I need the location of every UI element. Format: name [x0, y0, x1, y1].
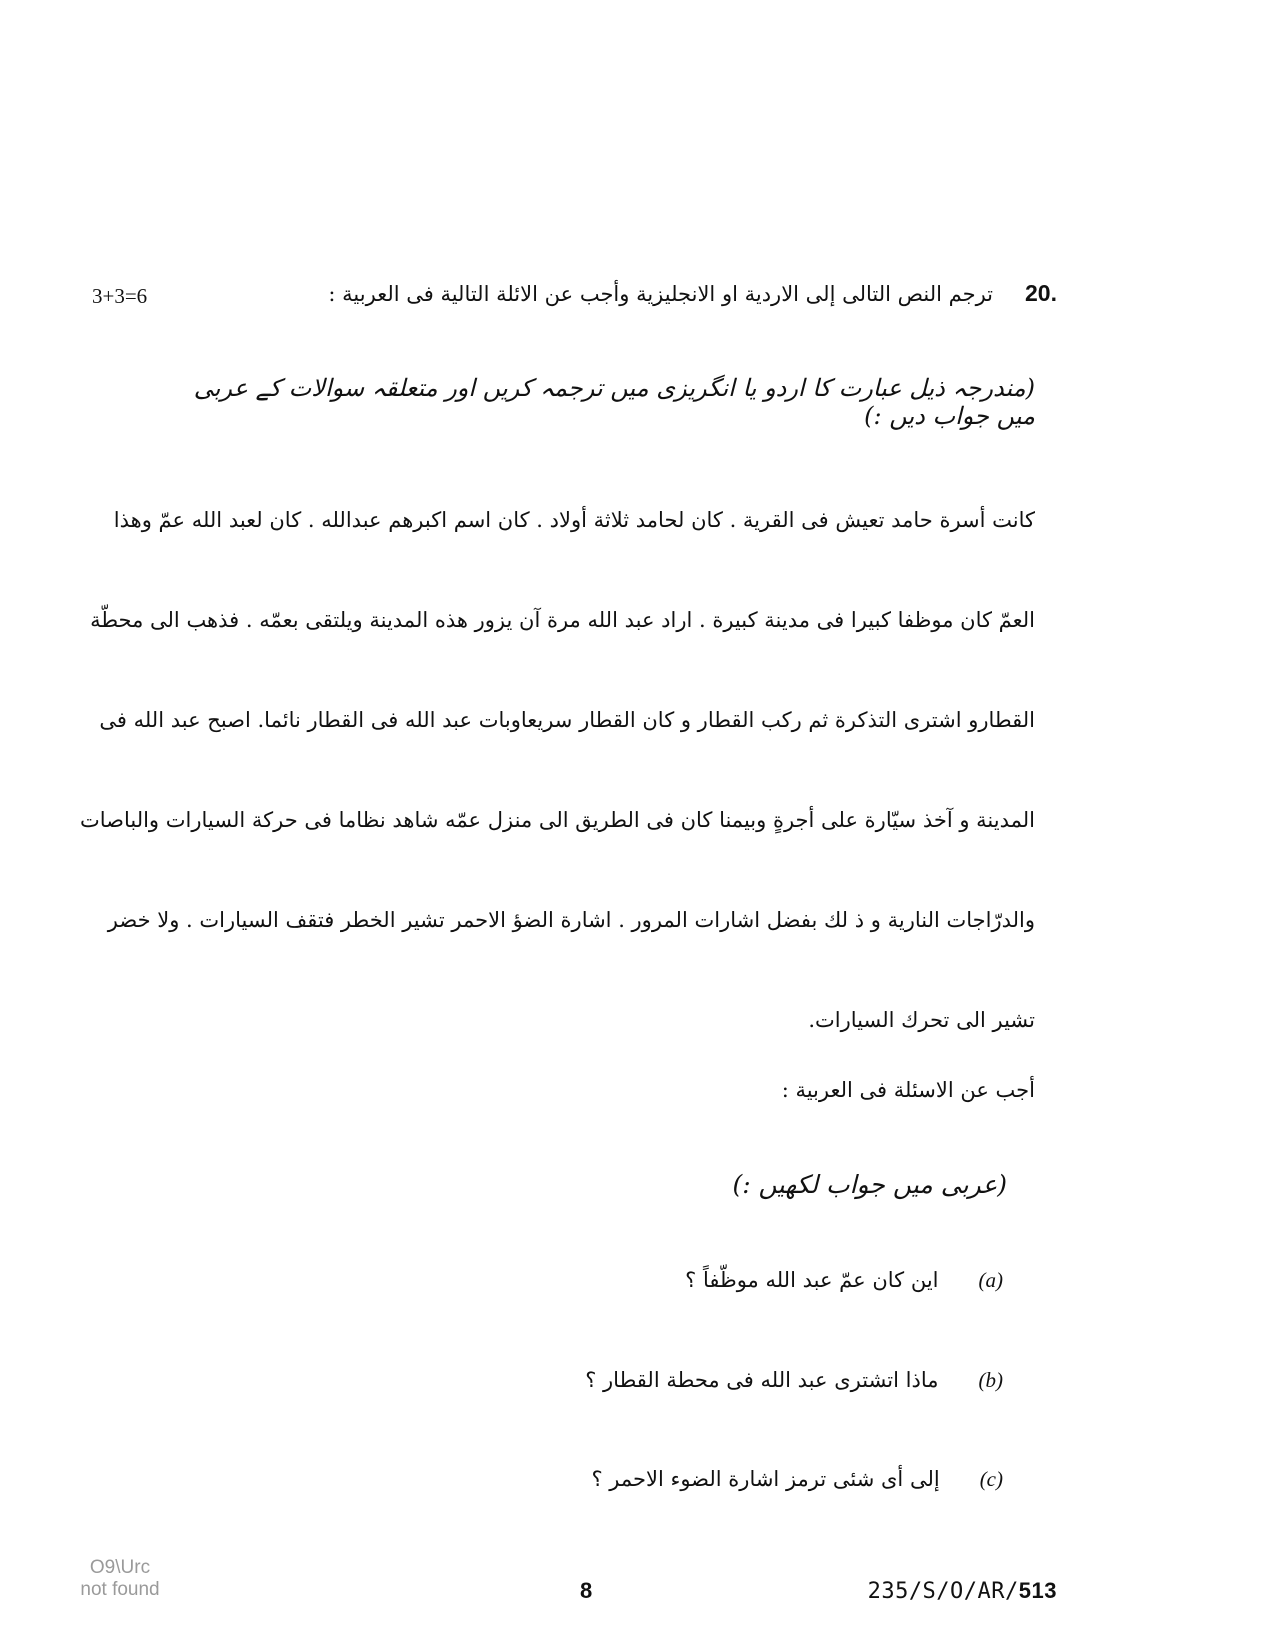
passage-line: تشير الى تحرك السيارات.: [808, 1008, 1035, 1032]
sub-question-text: اين كان عمّ عبد الله موظّفاً ؟: [685, 1268, 939, 1292]
sub-question-label: (b): [978, 1368, 1003, 1392]
answer-prompt-urdu: (عربی میں جواب لکھیں :): [732, 1170, 1007, 1199]
sub-question-c: [591, 1467, 1003, 1492]
sub-question-text: ماذا اتشترى عبد الله فى محطة القطار ؟: [585, 1368, 939, 1392]
paper-code-prefix: 235/S/O/AR/: [867, 1579, 1019, 1604]
question-marks: 3+3=6: [92, 284, 148, 308]
question-number: 20.: [1025, 280, 1057, 306]
paper-code-suffix: 513: [1018, 1578, 1057, 1603]
sub-question-a: [685, 1268, 1003, 1293]
sub-question-label: (a): [978, 1268, 1003, 1292]
sub-question-b: [585, 1368, 1003, 1393]
passage-line: والدرّاجات النارية و ذ لك بفضل اشارات المرور . اشارة الضؤ الاحمر تشير الخطر فتقف السيارات . ولا خضر: [107, 908, 1035, 932]
question-instruction-urdu: (مندرجہ ذیل عبارت کا اردو یا انگریزی میں ترجمہ کریں اور متعلقہ سوالات کے عربی میں جواب دیں :): [193, 374, 1035, 430]
passage-line: كانت أسرة حامد تعيش فى القرية . كان لحامد ثلاثة أولاد . كان اسم اكبرهم عبدالله . كان لعبد الله عمّ وهذا: [113, 508, 1035, 532]
passage-line: العمّ كان موظفا كبيرا فى مدينة كبيرة . اراد عبد الله مرة آن يزور هذه المدينة ويلتقى بعمّه . فذهب الى محطّة: [90, 608, 1035, 632]
sub-question-text: إلى أى شئى ترمز اشارة الضوء الاحمر ؟: [591, 1467, 940, 1491]
sub-question-label: (c): [979, 1467, 1003, 1491]
broken-image-placeholder: O9\Urc not found: [80, 1557, 160, 1600]
reading-passage: [79, 470, 1035, 1070]
passage-line: القطارو اشترى التذكرة ثم ركب القطار و كان القطار سريعاوبات عبد الله فى القطار نائما. اصبح عبد الله فى: [99, 708, 1035, 732]
passage-line: المدينة و آخذ سيّارة على أجرةٍ وبيمنا كان فى الطريق الى منزل عمّه شاهد نظاما فى حركة السيارات والباصات: [79, 808, 1035, 832]
page-number: 8: [580, 1578, 593, 1603]
question-instruction-arabic: ترجم النص التالى إلى الاردية او الانجليزية وأجب عن الائلة التالية فى العربية :: [328, 282, 993, 306]
paper-code: [868, 1578, 1057, 1604]
answer-prompt-arabic: أجب عن الاسئلة فى العربية :: [781, 1078, 1035, 1102]
